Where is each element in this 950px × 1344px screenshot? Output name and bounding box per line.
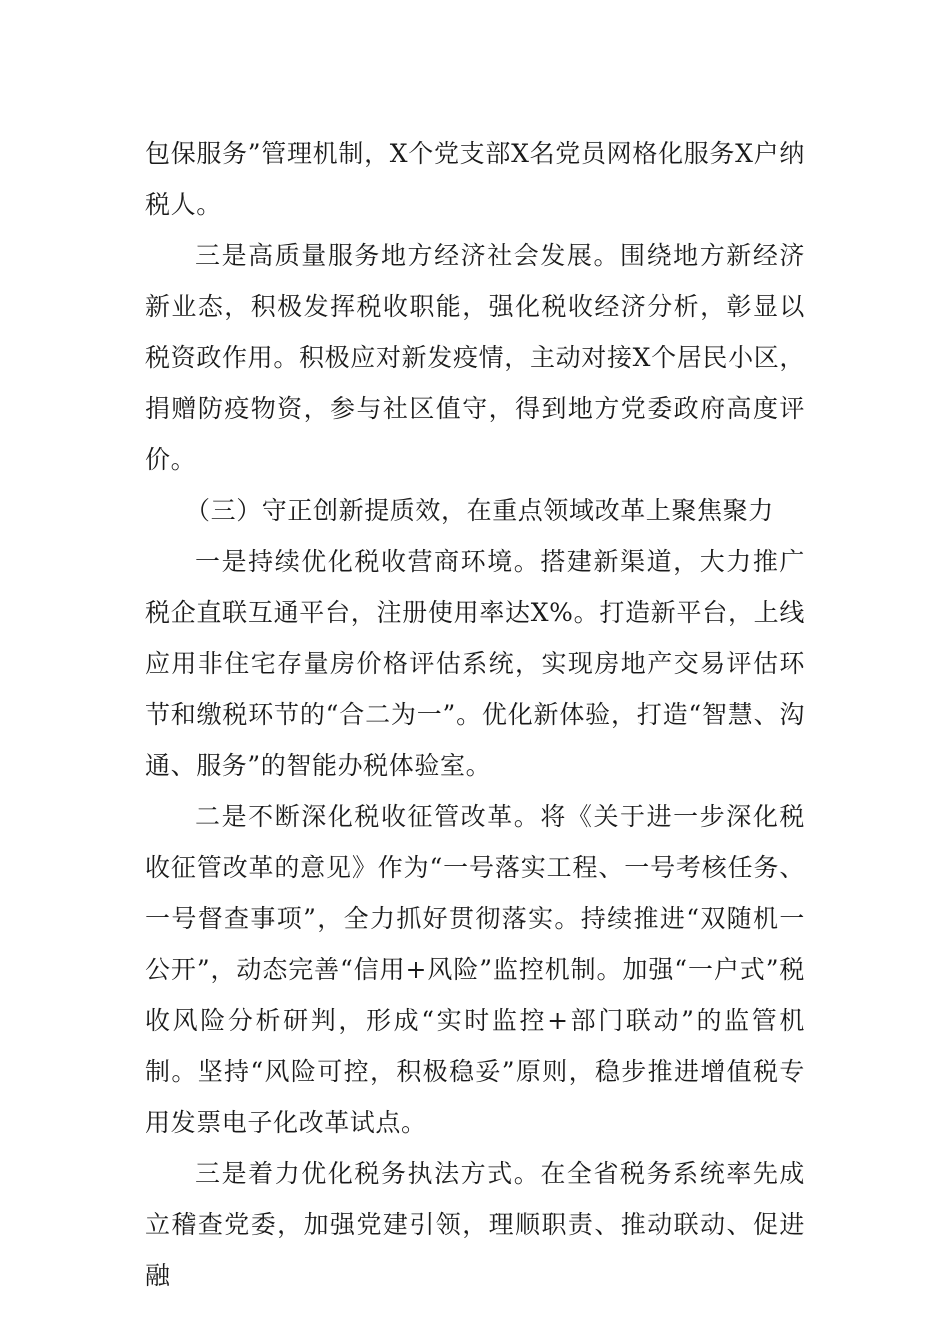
paragraph-enforcement: 三是着力优化税务执法方式。在全省税务系统率先成立稽查党委，加强党建引领，理顺职责、推动联动、促进融 bbox=[145, 1159, 805, 1290]
paragraph-local-economy: 三是高质量服务地方经济社会发展。围绕地方新经济新业态，积极发挥税收职能，强化税收经济分析，彰显以税资政作用。积极应对新发疫情，主动对接X个居民小区，捐赠防疫物资，参与社区值守，得到地方党委政府高度评价。 bbox=[145, 241, 805, 474]
paragraph-tax-reform: 二是不断深化税收征管改革。将《关于进一步深化税收征管改革的意见》作为“一号落实工程、一号考核任务、一号督查事项”，全力抓好贯彻落实。持续推进“双随机一公开”，动态完善“信用+风险”监控机制。加强“一户式”税收风险分析研判，形成“实时监控+部门联动”的监管机制。坚持“风险可控，积极稳妥”原则，稳步推进增值税专用发票电子化改革试点。 bbox=[145, 802, 805, 1137]
paragraph-continuation: 包保服务”管理机制，X个党支部X名党员网格化服务X户纳税人。 bbox=[145, 139, 805, 219]
paragraph-business-environment: 一是持续优化税收营商环境。搭建新渠道，大力推广税企直联互通平台，注册使用率达X%。打造新平台，上线应用非住宅存量房价格评估系统，实现房地产交易评估环节和缴税环节的“合二为一”。优化新体验，打造“智慧、沟通、服务”的智能办税体验室。 bbox=[145, 547, 805, 780]
document-body bbox=[145, 128, 805, 1301]
section-heading-three: （三）守正创新提质效，在重点领域改革上聚焦聚力 bbox=[185, 496, 774, 525]
